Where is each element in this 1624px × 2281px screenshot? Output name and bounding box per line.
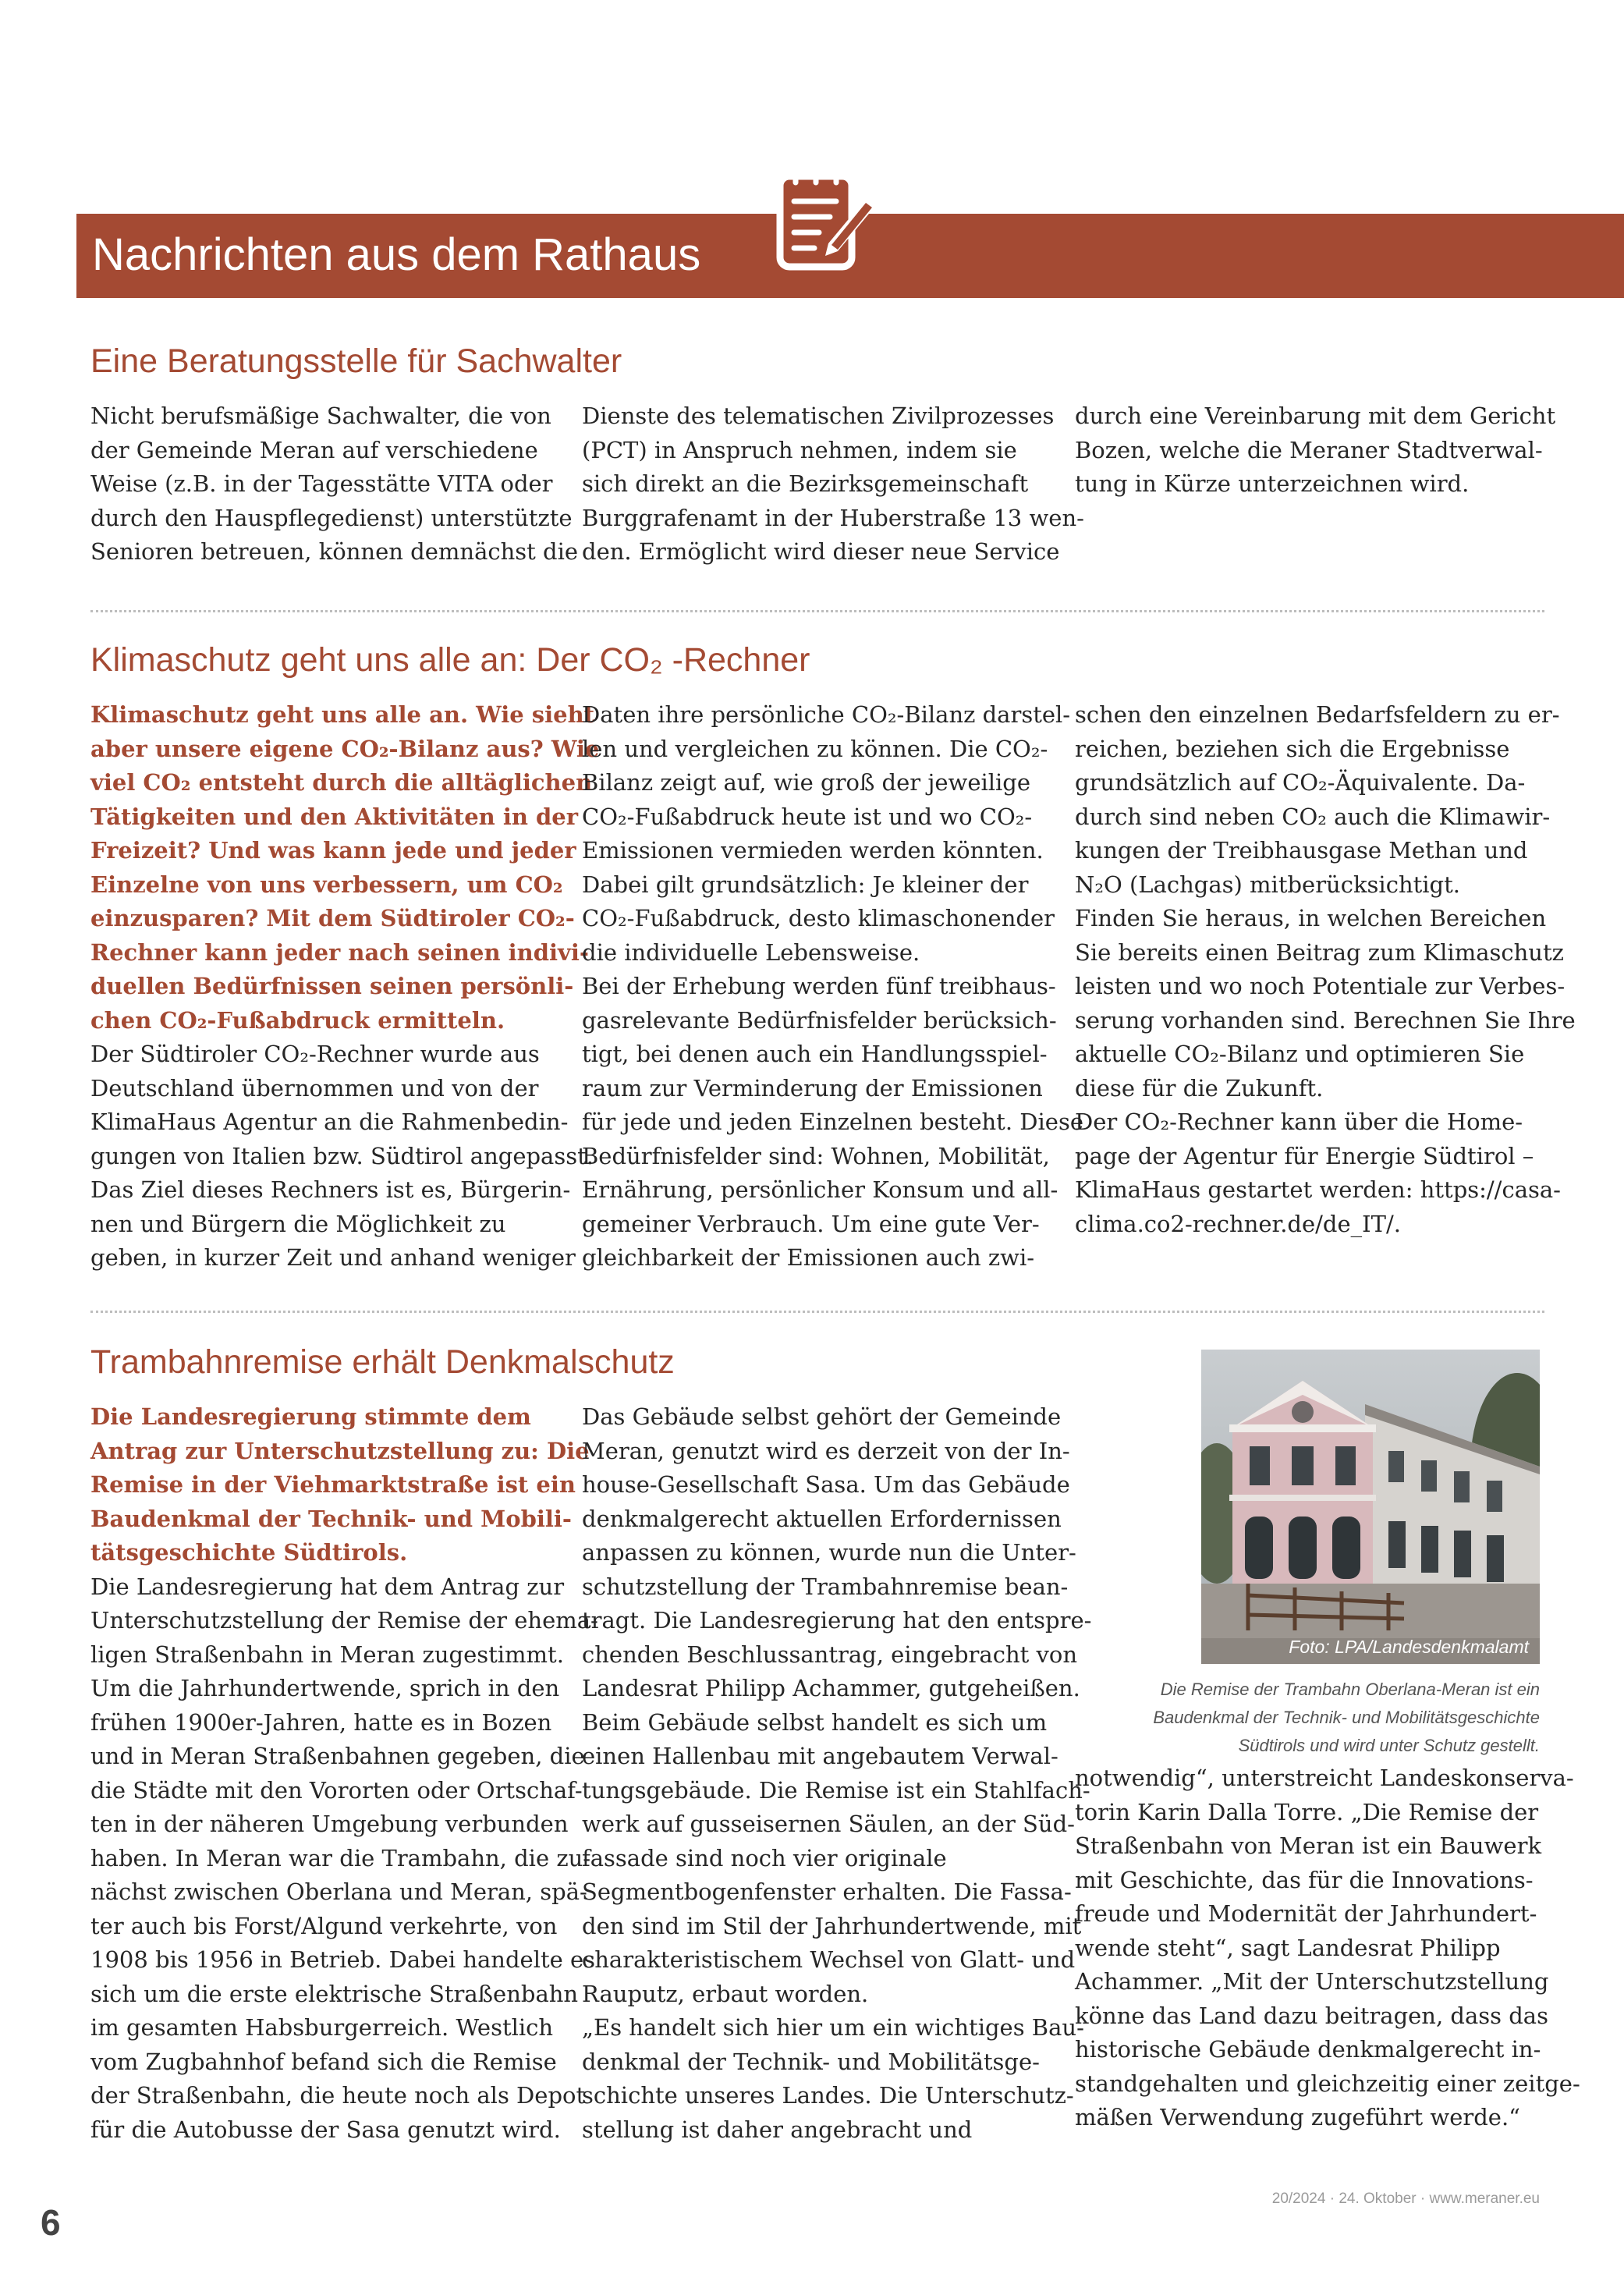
text-line: haben. In Meran war die Trambahn, die zu-	[90, 1844, 591, 1871]
lead-line: viel CO₂ entsteht durch die alltäglichen	[90, 769, 593, 796]
text-line: vom Zugbahnhof befand sich die Remise	[90, 2048, 557, 2075]
text-line: fassade sind noch vier originale	[582, 1844, 947, 1871]
lead-line: Klimaschutz geht uns alle an. Wie sieht	[90, 701, 595, 728]
text-line: die individuelle Lebensweise.	[582, 938, 920, 966]
text-line: standgehalten und gleichzeitig einer zeitge-	[1075, 2070, 1580, 2097]
text-line: charakteristischem Wechsel von Glatt- und	[582, 1946, 1076, 1973]
text-line: nächst zwischen Oberlana und Meran, spä-	[90, 1878, 587, 1905]
section-title: Nachrichten aus dem Rathaus	[92, 229, 701, 280]
text-line: len und vergleichen zu können. Die CO₂-	[582, 735, 1048, 762]
text-line: Burggrafenamt in der Huberstraße 13 wen-	[582, 504, 1084, 531]
lead-line: einzusparen? Mit dem Südtiroler CO₂-	[90, 905, 575, 931]
text-line: reichen, beziehen sich die Ergebnisse	[1075, 735, 1510, 762]
text-line: stellung ist daher angebracht und	[582, 2116, 973, 2143]
text-line: Rauputz, erbaut worden.	[582, 1980, 869, 2007]
text-line: Weise (z.B. in der Tagesstätte VITA oder	[90, 470, 553, 497]
text-line: schutzstellung der Trambahnremise bean-	[582, 1573, 1069, 1600]
article1-column-3	[1075, 399, 1556, 502]
text-line: tung in Kürze unterzeichnen wird.	[1075, 470, 1470, 497]
lead-line: Die Landesregierung stimmte dem	[90, 1403, 531, 1430]
text-line: historische Gebäude denkmalgerecht in-	[1075, 2036, 1541, 2063]
text-line: KlimaHaus gestartet werden: https://casa-	[1075, 1176, 1561, 1203]
text-line: KlimaHaus Agentur an die Rahmenbedin-	[90, 1109, 569, 1135]
text-line: (PCT) in Anspruch nehmen, indem sie	[582, 436, 1017, 463]
text-line: Landesrat Philipp Achammer, gutgeheißen.	[582, 1675, 1080, 1701]
text-line: Bozen, welche die Meraner Stadtverwal-	[1075, 436, 1543, 463]
text-line: CO₂-Fußabdruck, desto klimaschonender	[582, 905, 1055, 931]
article3-column-2	[582, 1400, 1092, 2147]
text-line: durch eine Vereinbarung mit dem Gericht	[1075, 403, 1556, 429]
lead-line: Freizeit? Und was kann jede und jeder	[90, 837, 576, 864]
text-line: werk auf gusseisernen Säulen, an der Süd-	[582, 1811, 1075, 1837]
text-line: diese für die Zukunft.	[1075, 1074, 1324, 1101]
text-line: Das Gebäude selbst gehört der Gemeinde	[582, 1403, 1062, 1430]
text-line: für die Autobusse der Sasa genutzt wird.	[90, 2116, 561, 2143]
lead-line: Remise in der Viehmarktstraße ist ein	[90, 1471, 576, 1498]
caption-line: Südtirols und wird unter Schutz gestellt.	[1238, 1736, 1540, 1755]
text-line: aktuelle CO₂-Bilanz und optimieren Sie	[1075, 1041, 1525, 1067]
text-line: für jede und jeden Einzelnen besteht. Diese	[582, 1109, 1083, 1135]
text-line: der Straßenbahn, die heute noch als Depot	[90, 2082, 586, 2109]
lead-line: aber unsere eigene CO₂-Bilanz aus? Wie	[90, 735, 600, 762]
text-line: Dienste des telematischen Zivilprozesses	[582, 403, 1055, 429]
text-line: und in Meran Straßenbahnen gegeben, die	[90, 1743, 585, 1769]
text-line: Deutschland übernommen und von der	[90, 1074, 539, 1101]
article2-column-2	[582, 698, 1083, 1275]
text-line: wende steht“, sagt Landesrat Philipp	[1075, 1934, 1501, 1961]
article2-column-1	[90, 698, 600, 1275]
text-line: 1908 bis 1956 in Betrieb. Dabei handelte es	[90, 1946, 596, 1973]
text-line: Nicht berufsmäßige Sachwalter, die von	[90, 403, 551, 429]
text-line: Segmentbogenfenster erhalten. Die Fassa-	[582, 1878, 1072, 1905]
text-line: torin Karin Dalla Torre. „Die Remise der	[1075, 1798, 1539, 1825]
section-divider	[90, 1311, 1544, 1313]
article1-column-1	[90, 399, 579, 569]
article-title-co2-rechner: Klimaschutz geht uns alle an: Der CO₂ -Rechner	[90, 641, 810, 679]
text-line: leisten und wo noch Potentiale zur Verbes-	[1075, 973, 1565, 999]
text-line: Bilanz zeigt auf, wie groß der jeweilige	[582, 769, 1031, 796]
lead-line: Antrag zur Unterschutzstellung zu: Die	[90, 1437, 590, 1464]
text-line: im gesamten Habsburgerreich. Westlich	[90, 2014, 554, 2041]
text-line: Der CO₂-Rechner kann über die Home-	[1075, 1109, 1523, 1135]
text-line: Emissionen vermieden werden könnten.	[582, 837, 1044, 864]
text-line: freude und Modernität der Jahrhundert-	[1075, 1900, 1537, 1927]
text-line: geben, in kurzer Zeit und anhand weniger	[90, 1244, 576, 1271]
text-line: schichte unseres Landes. Die Unterschutz-	[582, 2082, 1074, 2109]
article3-column-1	[90, 1400, 598, 2147]
text-line: CO₂-Fußabdruck heute ist und wo CO₂-	[582, 803, 1033, 830]
lead-line: Tätigkeiten und den Aktivitäten in der	[90, 803, 579, 830]
text-line: serung vorhanden sind. Berechnen Sie Ihre	[1075, 1006, 1576, 1034]
text-line: einen Hallenbau mit angebautem Verwal-	[582, 1743, 1058, 1769]
text-line: ten in der näheren Umgebung verbunden	[90, 1811, 569, 1837]
text-line: sich direkt an die Bezirksgemeinschaft	[582, 470, 1029, 497]
section-divider	[90, 610, 1544, 612]
lead-line: Rechner kann jeder nach seinen indivi-	[90, 938, 589, 966]
text-line: Dabei gilt grundsätzlich: Je kleiner der	[582, 871, 1029, 898]
text-line: Sie bereits einen Beitrag zum Klimaschutz	[1075, 938, 1564, 966]
text-line: denkmalgerecht aktuellen Erfordernissen	[582, 1505, 1062, 1532]
text-line: den. Ermöglicht wird dieser neue Service	[582, 538, 1060, 565]
building-illustration	[1201, 1350, 1540, 1664]
text-line: page der Agentur für Energie Südtirol –	[1075, 1142, 1534, 1169]
lead-line: Einzelne von uns verbessern, um CO₂	[90, 871, 563, 898]
text-line: house-Gesellschaft Sasa. Um das Gebäude	[582, 1471, 1070, 1498]
text-line: Senioren betreuen, können demnächst die	[90, 538, 579, 565]
lead-line: duellen Bedürfnissen seinen persönli-	[90, 973, 574, 999]
caption-line: Baudenkmal der Technik- und Mobilitätsgeschichte	[1153, 1708, 1540, 1727]
text-line: anpassen zu können, wurde nun die Unter-	[582, 1539, 1076, 1566]
text-line: könne das Land dazu beitragen, dass das	[1075, 2002, 1548, 2029]
text-line: Bei der Erhebung werden fünf treibhaus-	[582, 973, 1056, 999]
article1-column-2	[582, 399, 1084, 569]
photo-caption	[1072, 1676, 1540, 1760]
text-line: tungsgebäude. Die Remise ist ein Stahlfach-	[582, 1776, 1090, 1804]
text-line: nen und Bürgern die Möglichkeit zu	[90, 1210, 506, 1237]
text-line: denkmal der Technik- und Mobilitätsge-	[582, 2048, 1040, 2075]
text-line: durch den Hauspflegedienst) unterstützte	[90, 504, 573, 531]
text-line: ter auch bis Forst/Algund verkehrte, von	[90, 1912, 558, 1939]
text-line: Um die Jahrhundertwende, sprich in den	[90, 1675, 560, 1701]
text-line: kungen der Treibhausgase Methan und	[1075, 837, 1528, 864]
text-line: gasrelevante Bedürfnisfelder berücksich-	[582, 1006, 1057, 1034]
issue-info: 20/2024 · 24. Oktober · www.meraner.eu	[1271, 2191, 1540, 2207]
photo-credit: Foto: LPA/Landesdenkmalamt	[1289, 1637, 1529, 1657]
text-line: N₂O (Lachgas) mitberücksichtigt.	[1075, 871, 1460, 898]
text-line: „Es handelt sich hier um ein wichtiges Bau-	[582, 2014, 1084, 2041]
text-line: den sind im Stil der Jahrhundertwende, mit	[582, 1912, 1082, 1939]
text-line: Bedürfnisfelder sind: Wohnen, Mobilität,	[582, 1142, 1050, 1169]
text-line: die Städte mit den Vororten oder Ortschaf-	[90, 1776, 583, 1804]
article2-column-3	[1075, 698, 1576, 1241]
text-line: Ernährung, persönlicher Konsum und all-	[582, 1176, 1058, 1203]
text-line: gungen von Italien bzw. Südtirol angepasst.	[90, 1142, 594, 1169]
text-line: Meran, genutzt wird es derzeit von der In-	[582, 1437, 1070, 1464]
notepad-pen-icon	[764, 159, 881, 276]
text-line: frühen 1900er-Jahren, hatte es in Bozen	[90, 1708, 552, 1736]
article-title-trambahnremise: Trambahnremise erhält Denkmalschutz	[90, 1343, 675, 1381]
text-line: der Gemeinde Meran auf verschiedene	[90, 436, 538, 463]
text-line: ligen Straßenbahn in Meran zugestimmt.	[90, 1641, 564, 1668]
text-line: mit Geschichte, das für die Innovations-	[1075, 1866, 1534, 1893]
text-line: chenden Beschlussantrag, eingebracht von	[582, 1641, 1078, 1668]
text-line: Daten ihre persönliche CO₂-Bilanz darstel-	[582, 701, 1071, 728]
text-line: durch sind neben CO₂ auch die Klimawir-	[1075, 803, 1551, 830]
lead-line: Baudenkmal der Technik- und Mobili-	[90, 1505, 572, 1532]
text-line: gemeiner Verbrauch. Um eine gute Ver-	[582, 1210, 1040, 1237]
text-line: notwendig“, unterstreicht Landeskonserva-	[1075, 1765, 1574, 1791]
text-line: Beim Gebäude selbst handelt es sich um	[582, 1708, 1048, 1736]
text-line: Die Landesregierung hat dem Antrag zur	[90, 1573, 565, 1600]
text-line: schen den einzelnen Bedarfsfeldern zu er-	[1075, 701, 1560, 728]
text-line: grundsätzlich auf CO₂-Äquivalente. Da-	[1075, 769, 1526, 796]
text-line: Das Ziel dieses Rechners ist es, Bürgerin-	[90, 1176, 571, 1203]
remise-photo	[1201, 1350, 1540, 1664]
text-line: clima.co2-rechner.de/de_IT/.	[1075, 1210, 1401, 1237]
text-line: Finden Sie heraus, in welchen Bereichen	[1075, 905, 1547, 931]
page-number: 6	[41, 2202, 61, 2243]
text-line: sich um die erste elektrische Straßenbahn	[90, 1980, 579, 2007]
article-title-sachwalter: Eine Beratungsstelle für Sachwalter	[90, 342, 622, 380]
lead-line: tätsgeschichte Südtirols.	[90, 1539, 408, 1566]
text-line: Unterschutzstellung der Remise der ehema-	[90, 1607, 598, 1634]
text-line: tigt, bei denen auch ein Handlungsspiel-	[582, 1041, 1048, 1067]
article3-column-3	[1075, 1761, 1580, 2135]
caption-line: Die Remise der Trambahn Oberlana-Meran ist ein	[1160, 1680, 1540, 1699]
text-line: gleichbarkeit der Emissionen auch zwi-	[582, 1244, 1035, 1271]
text-line: Der Südtiroler CO₂-Rechner wurde aus	[90, 1041, 540, 1067]
text-line: Achammer. „Mit der Unterschutzstellung	[1075, 1968, 1549, 1995]
text-line: tragt. Die Landesregierung hat den entspre-	[582, 1607, 1092, 1634]
text-line: raum zur Verminderung der Emissionen	[582, 1074, 1043, 1101]
text-line: mäßen Verwendung zugeführt werde.“	[1075, 2104, 1521, 2130]
text-line: Straßenbahn von Meran ist ein Bauwerk	[1075, 1832, 1542, 1859]
lead-line: chen CO₂-Fußabdruck ermitteln.	[90, 1006, 505, 1034]
